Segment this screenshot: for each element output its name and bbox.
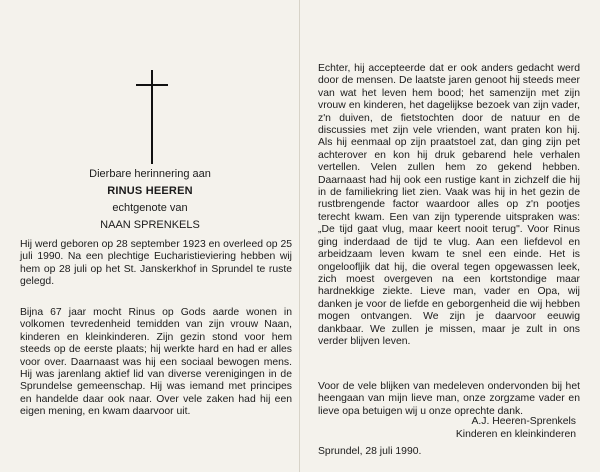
spouse-name: NAAN SPRENKELS: [100, 219, 200, 231]
place-date: Sprundel, 28 juli 1990.: [318, 446, 422, 457]
signature-name: A.J. Heeren-Sprenkels: [471, 416, 576, 427]
paragraph-character: Echter, hij accepteerde dat er ook anders gedacht werd door de mensen. De laatste jaren genoot hij steeds meer van wat het leven hem bood; het samenzijn met zijn vrouw en kinderen, het dagelijkse bezoek van zijn vader, z'n duiven, de fietstochten door de natuur en de discussies met zijn vele vrienden, want praten kon hij. Als hij eenmaal op zijn praatstoel zat, dan ging zijn pet achterover en kon hij druk gebarend hele verhalen vertellen. Velen zullen hem zo gekend hebben. Daarnaast had hij ook een rustige kant in zichzelf die hij in de familiekring liet zien. Vaak was hij in het gezin de rustbrengende factor waardoor alles op z'n pootjes terecht kwam. Een van zijn typerende uitspraken was: „De tijd gaat vlug, maar keert nooit terug". Voor Rinus ging inderdaad de tijd te vlug. Aan een liefdevol en arbeidzaam leven kwam te snel een einde. Het is ongeloofljik dat hij, die overal tegen opgewassen leek, zich moest overgeven na een kortstondige maar hardnekkige ziekte. Lieve man, vader en Opa, wij danken je voor de liefde en geborgenheid die wij hebben mogen ontvangen. We zijn je daarvoor eeuwig dankbaar. We zullen je missen, maar je zult in ons verder blijven leven.: [318, 63, 580, 347]
paragraph-thanks: Voor de vele blijken van medeleven ondervonden bij het heengaan van mijn lieve man, onze zorgzame vader en lieve opa betuigen wij u onze oprechte dank.: [318, 381, 580, 417]
paragraph-birth-death: Hij werd geboren op 28 september 1923 en overleed op 25 juli 1990. Na een plechtige Eucharistieviering hebben wij hem op 28 juli op het St. Janskerkhof in Sprundel te ruste gelegd.: [20, 239, 292, 288]
signature-family: Kinderen en kleinkinderen: [455, 429, 576, 440]
cross-icon: [136, 70, 168, 164]
card-header: [0, 166, 300, 234]
signature-block: [318, 415, 580, 441]
card-fold-divider: [299, 0, 300, 472]
header-line-remembrance: Dierbare herinnering aan: [89, 168, 211, 180]
paragraph-life: Bijna 67 jaar mocht Rinus op Gods aarde wonen in volkomen tevredenheid temidden van zijn vrouw Naan, kinderen en kleinkinderen. Zijn gezin stond voor hem steeds op de eerste plaats; hij werkte hard en had er alles voor over. Daarnaast was hij een sociaal bewogen mens. Hij was jarenlang aktief lid van diverse verenigingen in de Sprundelse gemeenschap. Hij was iemand met principes en handelde daar ook naar. Over vele zaken had hij een eigen mening, en kwam daarvoor uit.: [20, 307, 292, 418]
header-line-spouse-of: echtgenote van: [112, 202, 188, 214]
deceased-name: RINUS HEEREN: [107, 185, 193, 197]
